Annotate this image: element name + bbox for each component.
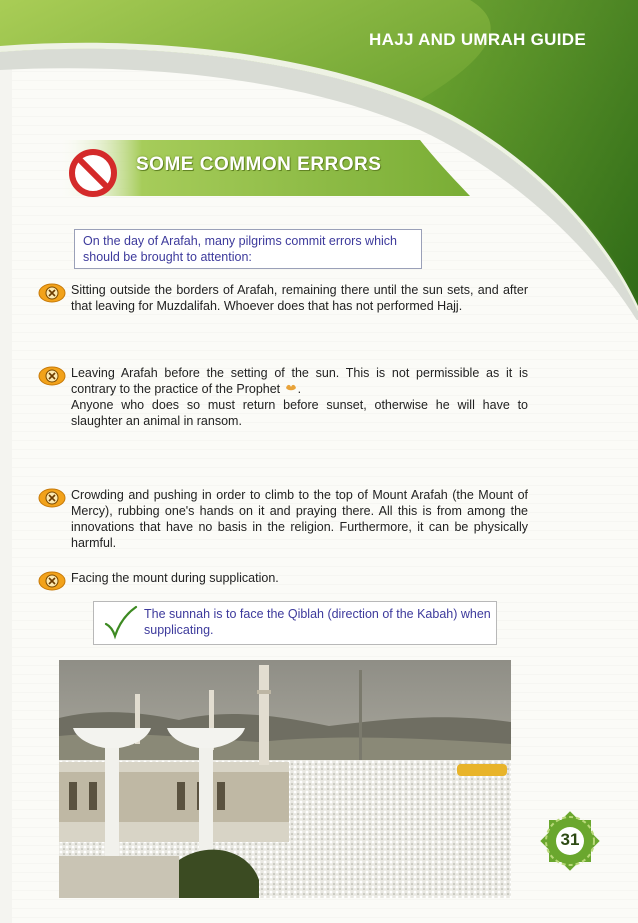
error-text: Leaving Arafah before the setting of the sun. This is not permissible as it is contrary to the practice of the Prophet	[71, 366, 528, 396]
error-x-icon	[38, 570, 66, 592]
error-item: Leaving Arafah before the setting of the sun. This is not permissible as it is contrary to the practice of the Prophet . Anyone who does so must return before sunset, otherwise he will have to slaughter an animal in ransom.	[38, 365, 528, 429]
error-item	[38, 282, 528, 314]
correction-note	[93, 601, 497, 645]
checkmark-icon	[102, 604, 138, 640]
error-text: Sitting outside the borders of Arafah, remaining there until the sun sets, and after that leaving for Muzdalifah. Whoever does that has not performed Hajj.	[71, 283, 528, 313]
error-text: Facing the mount during supplication.	[71, 571, 279, 585]
intro-note: On the day of Arafah, many pilgrims commit errors which should be brought to attention:	[74, 229, 422, 269]
correction-text: The sunnah is to face the Qiblah (direction of the Kabah) when supplicating.	[144, 607, 491, 637]
section-title: SOME COMMON ERRORS	[136, 154, 382, 175]
error-text: Crowding and pushing in order to climb to the top of Mount Arafah (the Mount of Mercy), rubbing one's hands on it and praying there. All this is from among the innovations that have no basis in the religion. Furthermore, it can be physically harmful.	[71, 488, 528, 550]
guide-title: HAJJ AND UMRAH GUIDE	[369, 30, 586, 49]
error-x-icon	[38, 487, 66, 509]
page-number: 31	[560, 830, 580, 849]
arafah-photo	[59, 660, 511, 898]
prohibited-icon	[68, 148, 118, 198]
error-text-continued: Anyone who does so must return before sunset, otherwise he will have to slaughter an animal in ransom.	[71, 398, 528, 428]
error-item	[38, 570, 528, 586]
salutation-icon	[284, 382, 298, 394]
error-x-icon	[38, 365, 66, 387]
error-x-icon	[38, 282, 66, 304]
error-item	[38, 487, 528, 551]
